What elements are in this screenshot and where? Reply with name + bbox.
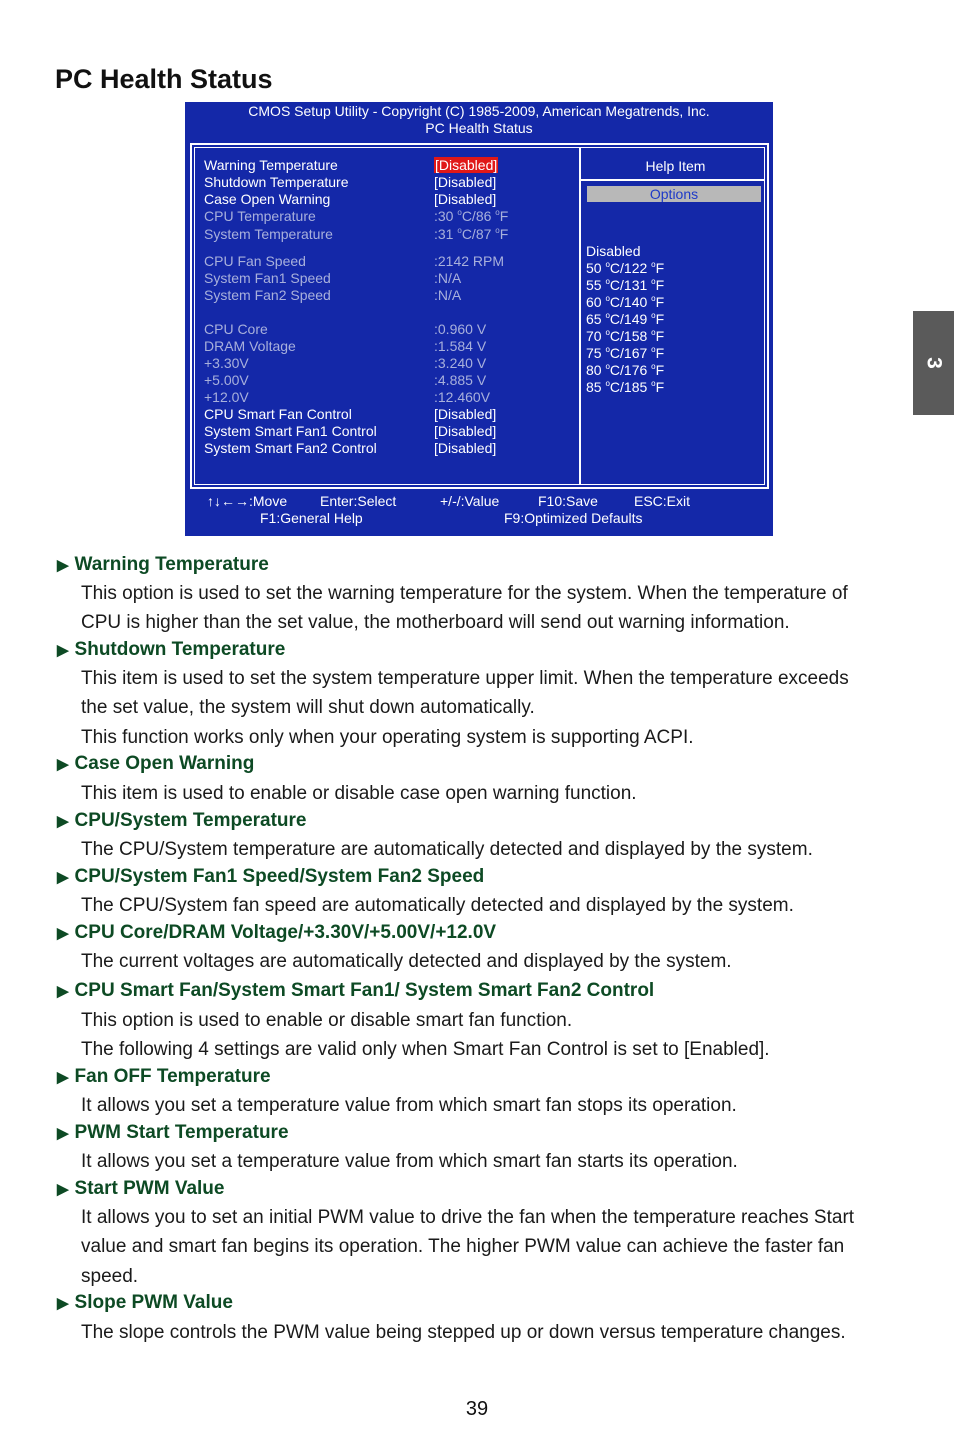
page-number: 39 [465,1398,489,1420]
section-heading [57,753,254,776]
degree-symbol: o [605,362,610,371]
triangle-bullet-icon: ▶ [57,983,69,1000]
triangle-bullet-icon: ▶ [57,1181,69,1198]
triangle-bullet-icon: ▶ [57,557,69,574]
degree-symbol: o [605,311,610,320]
setting-label: System Temperature [204,226,333,242]
bios-setting-row [204,372,574,389]
setting-value: :2142 RPM [434,253,505,269]
setting-label: DRAM Voltage [204,338,296,354]
footer-value: +/-/:Value [440,493,500,509]
section-heading [57,1066,271,1089]
triangle-bullet-icon: ▶ [57,813,69,830]
degree-symbol: o [457,208,462,217]
bios-header-page: PC Health Status [425,120,533,136]
degree-symbol: o [495,208,500,217]
degree-symbol: o [605,277,610,286]
degree-symbol: o [651,379,656,388]
setting-label: System Smart Fan1 Control [204,423,377,439]
section-heading [57,866,484,889]
section-paragraph: This function works only when your operating system is supporting ACPI. [81,727,694,748]
bios-frame-inner [194,147,765,485]
bios-setting-row [204,338,574,355]
setting-value: :31 $^o$C/87 $^o$F [434,226,509,242]
degree-symbol: o [605,294,610,303]
degree-symbol: o [651,260,656,269]
option-item: 65 $^o$C/149 $^o$F [586,311,665,327]
section-paragraph: The slope controls the PWM value being stepped up or down versus temperature changes. [81,1322,846,1343]
setting-label: CPU Fan Speed [204,253,306,269]
setting-value: [Disabled] [434,174,497,190]
triangle-bullet-icon: ▶ [57,756,69,773]
bios-setting-row [204,253,574,270]
setting-value: :12.460V [434,389,491,405]
setting-value: :4.885 V [434,372,487,388]
help-item-title: Help Item [645,158,706,174]
setting-label: System Smart Fan2 Control [204,440,377,456]
section-heading-text: Fan OFF Temperature [74,1066,271,1087]
degree-symbol: o [651,328,656,337]
triangle-bullet-icon: ▶ [57,869,69,886]
degree-symbol: o [651,277,656,286]
setting-label: +5.00V [204,372,249,388]
options-bar: Options [587,186,761,202]
option-item: Disabled [586,243,641,259]
bios-setting-row[interactable] [204,157,574,174]
section-heading [57,1178,224,1201]
setting-label: System Fan1 Speed [204,270,331,286]
bios-screenshot [185,102,773,536]
section-heading-text: Shutdown Temperature [74,639,286,660]
degree-symbol: o [651,362,656,371]
bios-setting-row [204,208,574,225]
footer-help: F1:General Help [260,510,363,526]
section-paragraph: The current voltages are automatically detected and displayed by the system. [81,951,732,972]
setting-value: [Disabled] [434,406,497,422]
option-item: 55 $^o$C/131 $^o$F [586,277,665,293]
section-heading-text: Start PWM Value [74,1178,225,1199]
setting-value [434,157,498,174]
section-heading [57,810,307,833]
bios-setting-row [204,321,574,338]
section-paragraph: The following 4 settings are valid only when Smart Fan Control is set to [Enabled]. [81,1039,770,1060]
triangle-bullet-icon: ▶ [57,925,69,942]
bios-frame [190,143,769,489]
degree-symbol: o [605,328,610,337]
bios-setting-row [204,270,574,287]
bios-setting-row [204,389,574,406]
bios-header [185,102,773,137]
section-paragraph: the set value, the system will shut down automatically. [81,697,535,718]
degree-symbol: o [605,379,610,388]
setting-label: CPU Core [204,321,268,337]
section-paragraph: CPU is higher than the set value, the motherboard will send out warning information. [81,612,790,633]
chapter-number: 3 [922,357,946,369]
section-paragraph: It allows you set a temperature value from which smart fan stops its operation. [81,1095,737,1116]
option-item: 50 $^o$C/122 $^o$F [586,260,665,276]
section-heading-text: CPU/System Fan1 Speed/System Fan2 Speed [74,866,485,887]
setting-label: Case Open Warning [204,191,331,207]
setting-value: :N/A [434,270,462,286]
bios-setting-row [204,287,574,304]
section-paragraph: This item is used to set the system temperature upper limit. When the temperature exceeds [81,668,849,689]
setting-label: CPU Temperature [204,208,316,224]
bios-divider [579,148,581,484]
setting-label: +12.0V [204,389,249,405]
degree-symbol: o [605,260,610,269]
degree-symbol: o [651,311,656,320]
triangle-bullet-icon: ▶ [57,1069,69,1086]
setting-value: :0.960 V [434,321,487,337]
page-title: PC Health Status [55,64,273,94]
section-paragraph: It allows you set a temperature value from which smart fan starts its operation. [81,1151,738,1172]
options-list [586,243,664,396]
section-paragraph: value and smart fan begins its operation. The higher PWM value can achieve the faster fan [81,1236,845,1257]
section-heading [57,922,496,945]
bios-setting-row[interactable] [204,440,574,457]
section-paragraph: speed. [81,1266,139,1287]
bios-help-rule [581,179,764,181]
setting-value: :3.240 V [434,355,487,371]
option-item: 75 $^o$C/167 $^o$F [586,345,665,361]
section-heading-text: Slope PWM Value [74,1292,233,1313]
setting-label: System Fan2 Speed [204,287,331,303]
bios-setting-row[interactable] [204,406,574,423]
section-paragraph: This item is used to enable or disable case open warning function. [81,783,637,804]
section-heading-text: PWM Start Temperature [74,1122,289,1143]
triangle-bullet-icon: ▶ [57,1295,69,1312]
triangle-bullet-icon: ▶ [57,642,69,659]
footer-select: Enter:Select [320,493,397,509]
option-item: 80 $^o$C/176 $^o$F [586,362,665,378]
setting-value: [Disabled] [434,423,497,439]
bios-header-copyright: CMOS Setup Utility - Copyright (C) 1985-2009, American Megatrends, Inc. [248,103,710,119]
section-heading-text: CPU/System Temperature [74,810,307,831]
section-heading-text: Warning Temperature [74,554,269,575]
chapter-tab [913,311,954,415]
section-paragraph: The CPU/System fan speed are automatically detected and displayed by the system. [81,895,794,916]
section-paragraph: This option is used to enable or disable smart fan function. [81,1010,573,1031]
option-item: 60 $^o$C/140 $^o$F [586,294,665,310]
footer-exit: ESC:Exit [634,493,691,509]
setting-value: :30 $^o$C/86 $^o$F [434,208,509,224]
section-heading [57,1292,233,1315]
bios-setting-row[interactable] [204,423,574,440]
triangle-bullet-icon: ▶ [57,1125,69,1142]
bios-setting-row [204,355,574,372]
setting-label: +3.30V [204,355,249,371]
section-paragraph: It allows you to set an initial PWM value to drive the fan when the temperature reaches Start [81,1207,855,1228]
bios-setting-row [204,226,574,243]
setting-label: Warning Temperature [204,157,338,173]
option-item: 85 $^o$C/185 $^o$F [586,379,665,395]
setting-value: [Disabled] [434,440,497,456]
section-paragraph: The CPU/System temperature are automatically detected and displayed by the system. [81,839,813,860]
setting-value: :N/A [434,287,462,303]
bios-setting-row[interactable] [204,174,574,191]
section-heading [57,980,654,1003]
section-heading [57,554,269,577]
option-item: 70 $^o$C/158 $^o$F [586,328,665,344]
section-heading [57,1122,289,1145]
footer-move: ↑↓←→:Move [207,493,288,509]
setting-value: :1.584 V [434,338,487,354]
section-paragraph: This option is used to set the warning temperature for the system. When the temperature of [81,583,848,604]
footer-defaults: F9:Optimized Defaults [504,510,643,526]
setting-label: Shutdown Temperature [204,174,349,190]
bios-footer [185,493,773,533]
setting-label: CPU Smart Fan Control [204,406,352,422]
degree-symbol: o [457,226,462,235]
section-heading-text: CPU Smart Fan/System Smart Fan1/ System Smart Fan2 Control [74,980,655,1001]
selected-value[interactable]: [Disabled] [435,157,498,173]
setting-value: [Disabled] [434,191,497,207]
section-heading-text: CPU Core/DRAM Voltage/+3.30V/+5.00V/+12.0V [74,922,497,943]
bios-setting-row[interactable] [204,191,574,208]
degree-symbol: o [651,294,656,303]
footer-save: F10:Save [538,493,598,509]
degree-symbol: o [495,226,500,235]
section-heading [57,639,285,662]
degree-symbol: o [651,345,656,354]
degree-symbol: o [605,345,610,354]
section-heading-text: Case Open Warning [74,753,255,774]
